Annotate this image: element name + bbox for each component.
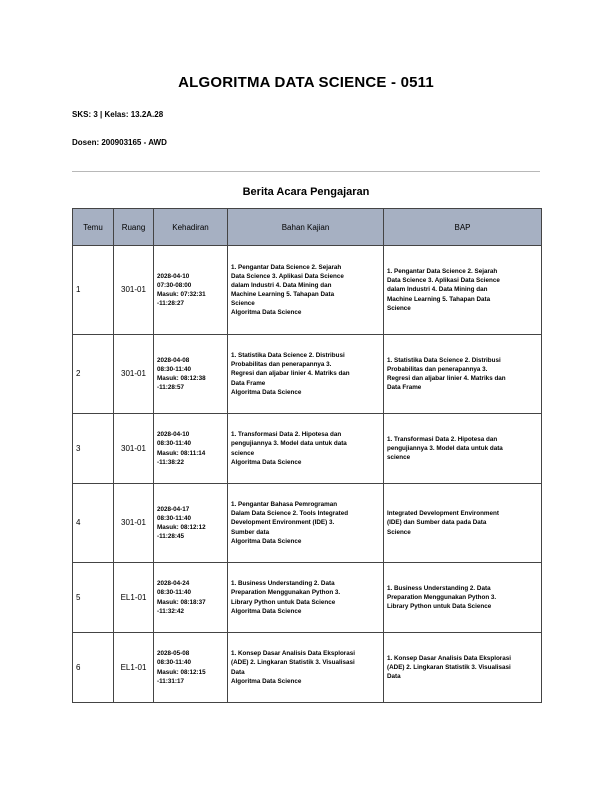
cell-bahan-kajian-line: Development Environment (IDE) 3. bbox=[231, 519, 335, 527]
cell-kehadiran-line: 2028-04-24 bbox=[157, 580, 190, 588]
cell-ruang: EL1-01 bbox=[114, 563, 154, 633]
cell-temu: 3 bbox=[73, 414, 114, 484]
cell-kehadiran-line: Masuk: 08:12:15 bbox=[157, 668, 206, 676]
cell-temu: 2 bbox=[73, 335, 114, 414]
cell-kehadiran-line: Masuk: 08:11:14 bbox=[157, 449, 206, 457]
cell-bahan-kajian-line: Data bbox=[231, 668, 245, 676]
cell-kehadiran-line: 08:30-11:40 bbox=[157, 514, 191, 522]
cell-bahan-kajian-line: 1. Pengantar Data Science 2. Sejarah bbox=[231, 263, 342, 271]
cell-kehadiran-line: 2028-04-10 bbox=[157, 431, 190, 439]
cell-bahan-kajian-line: Probabilitas dan penerapannya 3. bbox=[231, 361, 332, 369]
cell-bap-line: 1. Konsep Dasar Analisis Data Eksplorasi bbox=[387, 654, 512, 662]
cell-bahan-kajian-line: Algoritma Data Science bbox=[231, 607, 302, 615]
cell-bahan-kajian-line: 1. Business Understanding 2. Data bbox=[231, 580, 335, 588]
cell-bahan-kajian-line: Algoritma Data Science bbox=[231, 309, 302, 317]
header-ruang: Ruang bbox=[114, 209, 154, 246]
cell-kehadiran bbox=[154, 563, 228, 633]
cell-kehadiran-line: -11:38:22 bbox=[157, 458, 184, 466]
cell-kehadiran bbox=[154, 414, 228, 484]
cell-ruang: 301-01 bbox=[114, 335, 154, 414]
cell-ruang: 301-01 bbox=[114, 246, 154, 335]
header-kehadiran: Kehadiran bbox=[154, 209, 228, 246]
cell-kehadiran-line: 2028-04-08 bbox=[157, 356, 190, 364]
cell-bahan-kajian-line: 1. Konsep Dasar Analisis Data Eksplorasi bbox=[231, 650, 356, 658]
cell-bap-line: 1. Statistika Data Science 2. Distribusi bbox=[387, 356, 501, 364]
table-row bbox=[73, 246, 542, 335]
cell-kehadiran bbox=[154, 335, 228, 414]
lecturer-info: Dosen: 200903165 - AWD bbox=[72, 138, 167, 147]
cell-bahan-kajian-line: Dalam Data Science 2. Tools Integrated bbox=[231, 510, 349, 518]
section-title: Berita Acara Pengajaran bbox=[242, 186, 370, 198]
table-row bbox=[73, 414, 542, 484]
cell-bahan-kajian-line: Library Python untuk Data Science bbox=[231, 598, 336, 606]
cell-bahan-kajian-line: Data Frame bbox=[231, 379, 266, 387]
cell-bap-line: Preparation Menggunakan Python 3. bbox=[387, 593, 497, 601]
cell-bahan-kajian-line: (ADE) 2. Lingkaran Statistik 3. Visualisasi bbox=[231, 659, 355, 667]
cell-kehadiran-line: Masuk: 08:12:12 bbox=[157, 524, 206, 531]
cell-bap-line: (IDE) dan Sumber data pada Data bbox=[387, 519, 487, 527]
cell-bap-line: Integrated Development Environment bbox=[387, 510, 499, 518]
cell-bahan-kajian bbox=[228, 563, 384, 633]
teaching-record-table bbox=[72, 208, 542, 703]
cell-bap-line: science bbox=[387, 454, 411, 462]
cell-bap bbox=[384, 246, 542, 335]
cell-bap-line: Science bbox=[387, 304, 411, 312]
page-title: ALGORITMA DATA SCIENCE - 0511 bbox=[178, 74, 434, 91]
cell-bahan-kajian-line: dalam Industri 4. Data Mining dan bbox=[231, 281, 332, 289]
cell-bahan-kajian-line: Science bbox=[231, 300, 255, 308]
cell-bap-line: Science bbox=[387, 528, 411, 536]
cell-ruang: 301-01 bbox=[114, 484, 154, 563]
table-row bbox=[73, 484, 542, 563]
cell-kehadiran-line: -11:31:17 bbox=[157, 677, 184, 685]
cell-bahan-kajian bbox=[228, 335, 384, 414]
cell-bap bbox=[384, 484, 542, 563]
cell-bap-line: 1. Transformasi Data 2. Hipotesa dan bbox=[387, 435, 498, 443]
cell-bahan-kajian-line: 1. Transformasi Data 2. Hipotesa dan bbox=[231, 431, 342, 439]
cell-bap-line: Data bbox=[387, 673, 401, 681]
cell-bahan-kajian-line: Data Science 3. Aplikasi Data Science bbox=[231, 272, 344, 280]
course-meta: SKS: 3 | Kelas: 13.2A.28 bbox=[72, 110, 164, 119]
cell-bahan-kajian bbox=[228, 484, 384, 563]
cell-bahan-kajian-line: Algoritma Data Science bbox=[231, 388, 302, 396]
cell-temu: 4 bbox=[73, 484, 114, 563]
cell-kehadiran-line: Masuk: 08:12:38 bbox=[157, 375, 206, 382]
cell-kehadiran-line: -11:28:45 bbox=[157, 533, 184, 541]
cell-kehadiran-line: 07:30-08:00 bbox=[157, 281, 192, 289]
cell-kehadiran bbox=[154, 246, 228, 335]
cell-bap-line: Data Science 3. Aplikasi Data Science bbox=[387, 277, 500, 285]
cell-bahan-kajian-line: Sumber data bbox=[231, 528, 270, 536]
cell-bap bbox=[384, 563, 542, 633]
cell-bap-line: 1. Business Understanding 2. Data bbox=[387, 584, 491, 592]
cell-bap-line: pengujiannya 3. Model data untuk data bbox=[387, 444, 503, 452]
table-row bbox=[73, 563, 542, 633]
cell-kehadiran-line: 2028-04-17 bbox=[157, 505, 190, 513]
table-body bbox=[73, 246, 542, 703]
cell-kehadiran-line: 08:30-11:40 bbox=[157, 440, 191, 448]
cell-bahan-kajian-line: science bbox=[231, 449, 255, 457]
cell-kehadiran-line: Masuk: 08:18:37 bbox=[157, 598, 206, 606]
cell-kehadiran-line: 08:30-11:40 bbox=[157, 659, 191, 667]
cell-bahan-kajian-line: 1. Pengantar Bahasa Pemrograman bbox=[231, 501, 338, 509]
cell-bahan-kajian bbox=[228, 246, 384, 335]
header-bap: BAP bbox=[384, 209, 542, 246]
cell-kehadiran-line: -11:32:42 bbox=[157, 607, 184, 615]
cell-bahan-kajian-line: 1. Statistika Data Science 2. Distribusi bbox=[231, 352, 345, 360]
cell-kehadiran-line: -11:28:27 bbox=[157, 300, 184, 308]
cell-bap-line: Regresi dan aljabar linier 4. Matriks dan bbox=[387, 375, 506, 382]
table-row bbox=[73, 335, 542, 414]
cell-kehadiran-line: 2028-04-10 bbox=[157, 272, 190, 280]
cell-bap-line: Data Frame bbox=[387, 384, 422, 392]
cell-kehadiran bbox=[154, 633, 228, 703]
cell-kehadiran bbox=[154, 484, 228, 563]
cell-bap bbox=[384, 633, 542, 703]
cell-kehadiran-line: Masuk: 07:32:31 bbox=[157, 291, 206, 298]
cell-kehadiran-line: -11:28:57 bbox=[157, 384, 184, 392]
table-row bbox=[73, 633, 542, 703]
cell-bahan-kajian bbox=[228, 414, 384, 484]
header-bahan-kajian: Bahan Kajian bbox=[228, 209, 384, 246]
cell-kehadiran-line: 2028-05-08 bbox=[157, 650, 190, 658]
cell-bahan-kajian bbox=[228, 633, 384, 703]
cell-temu: 5 bbox=[73, 563, 114, 633]
divider bbox=[72, 171, 540, 172]
cell-bahan-kajian-line: Machine Learning 5. Tahapan Data bbox=[231, 291, 335, 298]
cell-ruang: EL1-01 bbox=[114, 633, 154, 703]
cell-bahan-kajian-line: Algoritma Data Science bbox=[231, 677, 302, 685]
cell-bap bbox=[384, 414, 542, 484]
cell-bahan-kajian-line: Preparation Menggunakan Python 3. bbox=[231, 589, 341, 597]
cell-kehadiran-line: 08:30-11:40 bbox=[157, 365, 191, 373]
cell-bahan-kajian-line: Regresi dan aljabar linier 4. Matriks dan bbox=[231, 370, 350, 378]
cell-bap-line: Library Python untuk Data Science bbox=[387, 603, 492, 611]
cell-bahan-kajian-line: Algoritma Data Science bbox=[231, 458, 302, 466]
cell-bap-line: Machine Learning 5. Tahapan Data bbox=[387, 295, 491, 303]
cell-bap-line: (ADE) 2. Lingkaran Statistik 3. Visualisasi bbox=[387, 663, 511, 671]
cell-kehadiran-line: 08:30-11:40 bbox=[157, 589, 191, 597]
cell-temu: 1 bbox=[73, 246, 114, 335]
cell-ruang: 301-01 bbox=[114, 414, 154, 484]
header-temu: Temu bbox=[73, 209, 114, 246]
cell-bap-line: 1. Pengantar Data Science 2. Sejarah bbox=[387, 268, 498, 276]
cell-bap-line: dalam Industri 4. Data Mining dan bbox=[387, 286, 488, 294]
cell-temu: 6 bbox=[73, 633, 114, 703]
cell-bahan-kajian-line: pengujiannya 3. Model data untuk data bbox=[231, 440, 347, 448]
cell-bap-line: Probabilitas dan penerapannya 3. bbox=[387, 365, 488, 373]
table-header-row bbox=[73, 209, 542, 246]
cell-bahan-kajian-line: Algoritma Data Science bbox=[231, 537, 302, 545]
cell-bap bbox=[384, 335, 542, 414]
